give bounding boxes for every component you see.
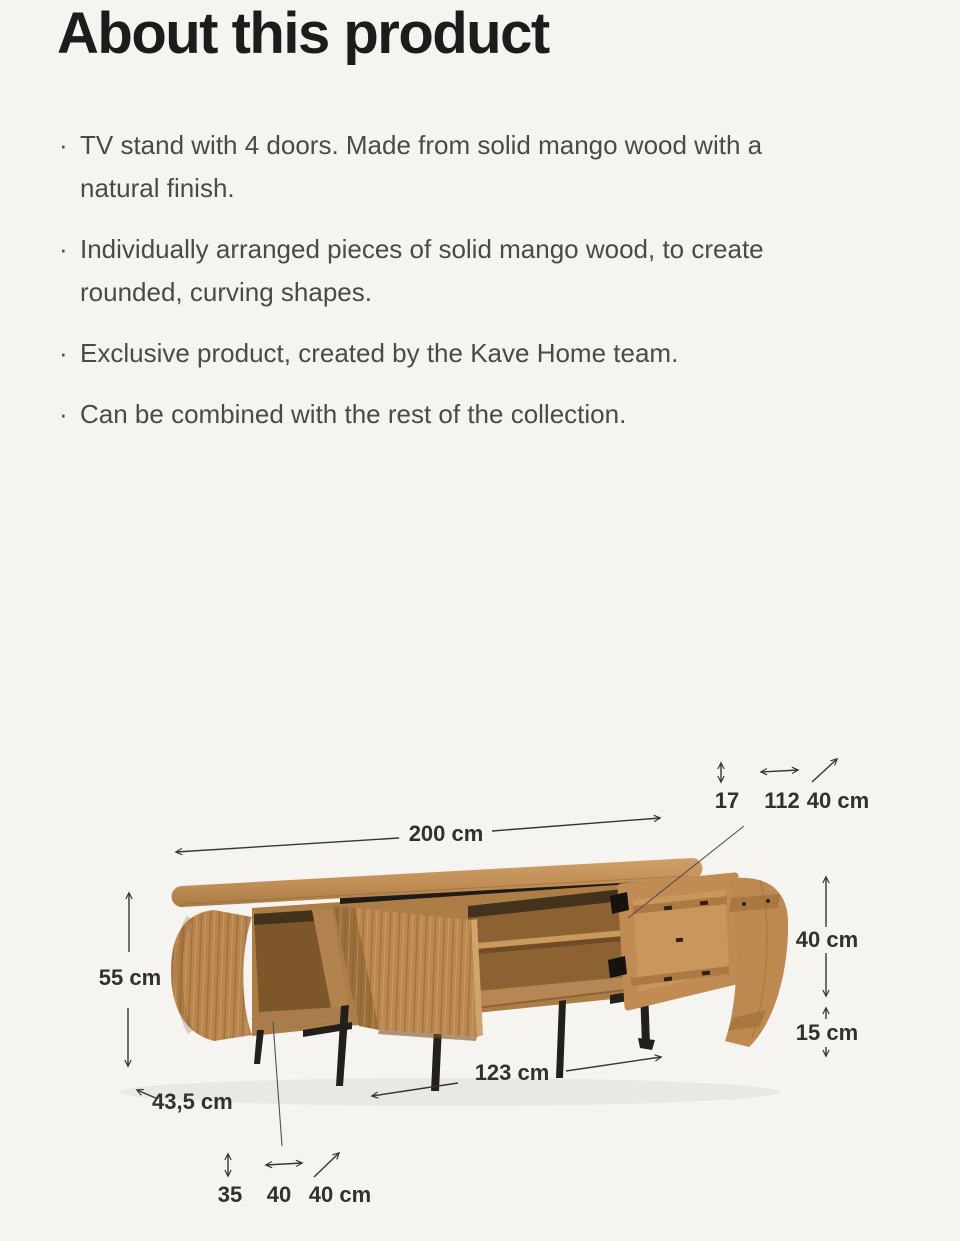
tv-stand-illustration — [120, 858, 788, 1106]
feature-list — [57, 124, 767, 454]
side-compartment-height-label: 35 — [217, 1182, 243, 1207]
overall-depth-label: 43,5 cm — [152, 1089, 233, 1114]
page-title: About this product — [57, 1, 549, 66]
overall-height-label: 55 cm — [98, 965, 162, 990]
list-item — [57, 124, 767, 210]
horizontal-dimension-icon — [266, 1163, 302, 1165]
body-height-label: 40 cm — [795, 927, 859, 952]
right-door-open — [621, 876, 740, 1007]
dimension-overall-width — [176, 818, 660, 852]
top-compartment-depth-label: 40 cm — [806, 788, 870, 813]
bullet-text: Can be combined with the rest of the collection. — [80, 399, 627, 429]
dimension-body-height — [796, 877, 858, 996]
product-dimensions-diagram — [0, 720, 960, 1236]
side-compartment-depth-label: 40 cm — [308, 1182, 372, 1207]
dimension-leg-height — [796, 1008, 858, 1056]
list-item — [57, 393, 767, 436]
dimension-overall-depth — [137, 1089, 233, 1114]
side-compartment-width-label: 40 — [266, 1182, 292, 1207]
list-item — [57, 228, 767, 314]
overall-width-label: 200 cm — [408, 821, 484, 846]
bullet-text: Individually arranged pieces of solid mango wood, to create rounded, curving shapes. — [80, 234, 764, 307]
bullet-text: Exclusive product, created by the Kave Home team. — [80, 338, 679, 368]
depth-dimension-icon — [314, 1153, 339, 1177]
left-curved-door-open — [171, 910, 252, 1041]
bullet-text: TV stand with 4 doors. Made from solid mango wood with a natural finish. — [80, 130, 763, 203]
depth-dimension-icon — [812, 759, 837, 782]
dimension-overall-height — [99, 893, 161, 1066]
side-compartment-dimensions — [218, 1022, 371, 1207]
list-item — [57, 332, 767, 375]
top-compartment-width-label: 112 — [764, 788, 800, 813]
top-compartment-height-label: 17 — [714, 788, 740, 813]
leg-span-label: 123 cm — [474, 1060, 550, 1085]
leg-height-label: 15 cm — [795, 1020, 859, 1045]
horizontal-dimension-icon — [761, 770, 798, 772]
